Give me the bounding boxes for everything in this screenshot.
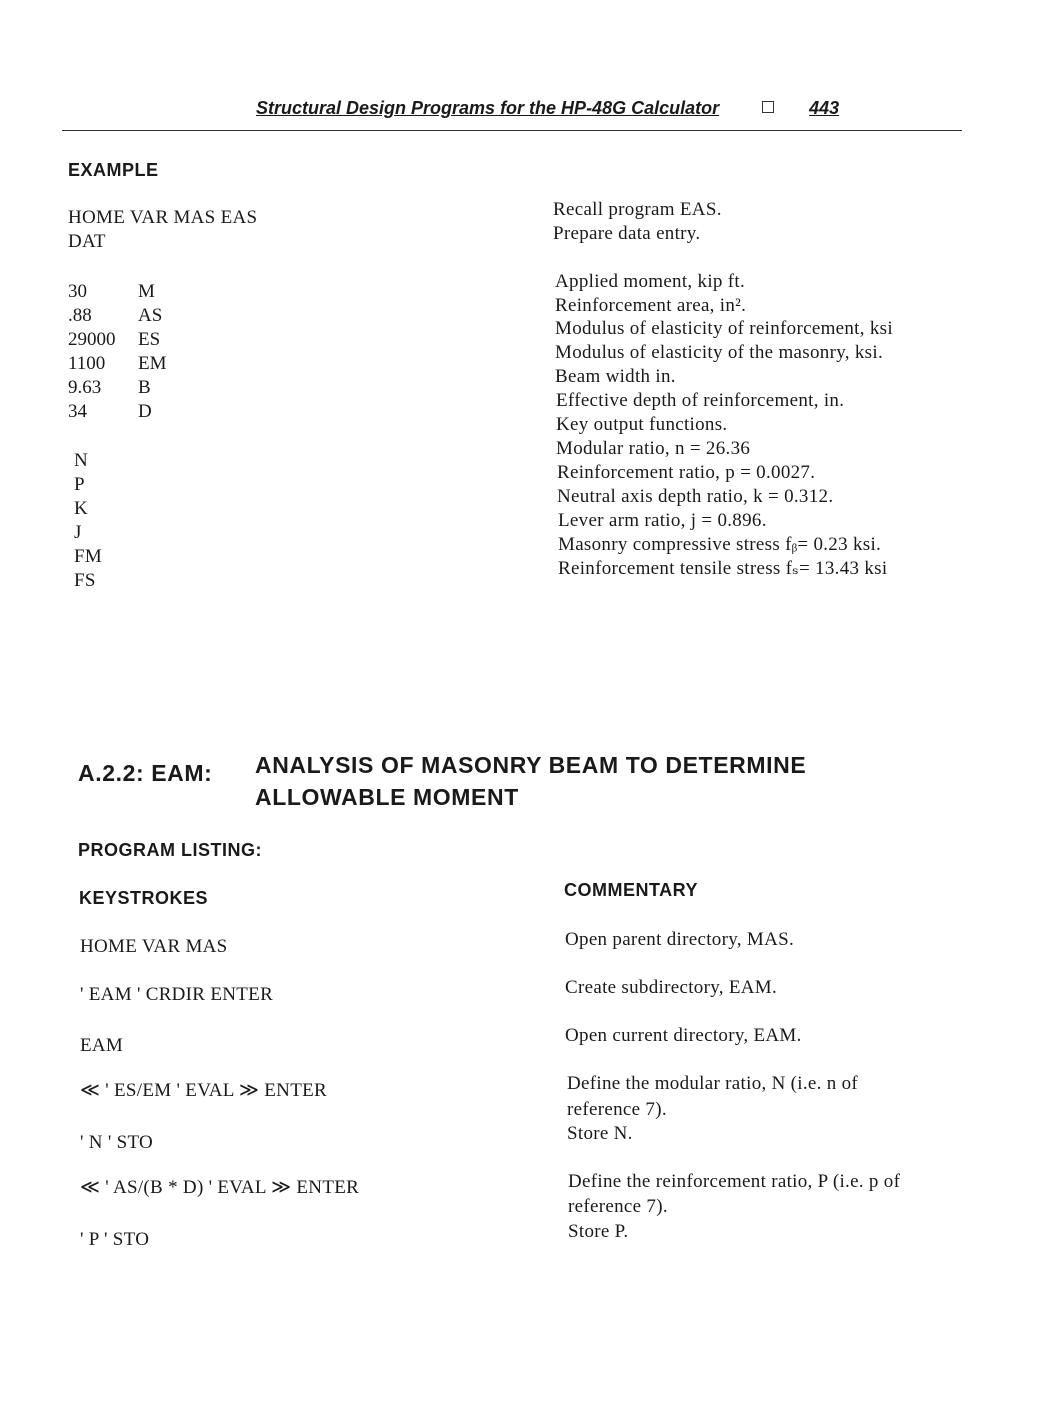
keystrokes-label: KEYSTROKES <box>79 888 209 908</box>
commentary-line: reference 7). <box>567 1099 667 1120</box>
output-key: FM <box>74 546 103 567</box>
square-bullet-icon <box>762 101 774 113</box>
keystroke-line: ' EAM ' CRDIR ENTER <box>80 984 274 1005</box>
input-value: 29000 <box>68 329 116 350</box>
commentary-line: Open parent directory, MAS. <box>565 929 795 950</box>
input-key: AS <box>138 305 163 326</box>
input-value: 34 <box>68 401 87 422</box>
example-comment: Neutral axis depth ratio, k = 0.312. <box>557 486 834 507</box>
input-key: B <box>138 377 151 398</box>
section-title-line: ALLOWABLE MOMENT <box>255 784 519 810</box>
output-key: P <box>74 474 85 495</box>
keystroke-line: HOME VAR MAS <box>80 936 228 957</box>
example-comment: Beam width in. <box>555 366 676 387</box>
running-header <box>256 98 966 119</box>
output-key: K <box>74 498 89 519</box>
keystroke-line: ' P ' STO <box>80 1229 150 1250</box>
output-key: N <box>74 450 89 471</box>
input-value: 30 <box>68 281 87 302</box>
keystroke-line: ≪ ' AS/(B * D) ' EVAL ≫ ENTER <box>80 1177 360 1198</box>
program-listing-label: PROGRAM LISTING: <box>78 840 262 860</box>
example-comment: Reinforcement area, in². <box>555 295 747 316</box>
example-command-line: DAT <box>68 231 106 252</box>
commentary-line: Store N. <box>567 1123 633 1144</box>
example-comment: Masonry compressive stress fᵦ= 0.23 ksi. <box>558 534 882 555</box>
example-command-line: HOME VAR MAS EAS <box>68 207 258 228</box>
example-comment: Recall program EAS. <box>553 199 722 220</box>
page-number: 443 <box>809 98 840 118</box>
output-key: FS <box>74 570 96 591</box>
example-comment: Modular ratio, n = 26.36 <box>556 438 751 459</box>
input-key: EM <box>138 353 167 374</box>
input-value: 1100 <box>68 353 106 374</box>
input-row <box>68 400 152 424</box>
input-row <box>68 304 162 328</box>
commentary-line: reference 7). <box>568 1196 668 1217</box>
example-comment: Modulus of elasticity of reinforcement, ksi <box>555 318 893 339</box>
input-key: D <box>138 401 152 422</box>
commentary-line: Create subdirectory, EAM. <box>565 977 778 998</box>
example-comment: Reinforcement tensile stress fₛ= 13.43 ksi <box>558 558 888 579</box>
input-key: M <box>138 281 155 302</box>
example-comment: Modulus of elasticity of the masonry, ksi. <box>555 342 883 363</box>
example-comment: Prepare data entry. <box>553 223 701 244</box>
commentary-label: COMMENTARY <box>564 880 698 900</box>
commentary-line: Define the reinforcement ratio, P (i.e. p of <box>568 1171 901 1192</box>
book-title: Structural Design Programs for the HP-48G Calculator <box>256 98 720 118</box>
example-comment: Effective depth of reinforcement, in. <box>556 390 845 411</box>
commentary-line: Open current directory, EAM. <box>565 1025 802 1046</box>
example-comment: Applied moment, kip ft. <box>555 271 746 292</box>
header-rule <box>62 130 962 131</box>
example-comment: Key output functions. <box>556 414 728 435</box>
commentary-line: Define the modular ratio, N (i.e. n of <box>567 1073 859 1094</box>
keystroke-line: ≪ ' ES/EM ' EVAL ≫ ENTER <box>80 1080 327 1101</box>
commentary-line: Store P. <box>568 1221 629 1242</box>
input-value: .88 <box>68 305 92 326</box>
example-comment: Reinforcement ratio, p = 0.0027. <box>557 462 816 483</box>
input-value: 9.63 <box>68 377 102 398</box>
keystroke-line: EAM <box>80 1035 124 1056</box>
input-row <box>68 352 167 376</box>
output-key: J <box>74 522 82 543</box>
example-heading: EXAMPLE <box>68 160 159 180</box>
section-title-line: ANALYSIS OF MASONRY BEAM TO DETERMINE <box>255 752 807 778</box>
input-row <box>68 280 155 304</box>
section-number: A.2.2: EAM: <box>78 760 213 786</box>
input-row <box>68 328 160 352</box>
input-row <box>68 376 151 400</box>
keystroke-line: ' N ' STO <box>80 1132 154 1153</box>
input-key: ES <box>138 329 161 350</box>
example-comment: Lever arm ratio, j = 0.896. <box>558 510 767 531</box>
